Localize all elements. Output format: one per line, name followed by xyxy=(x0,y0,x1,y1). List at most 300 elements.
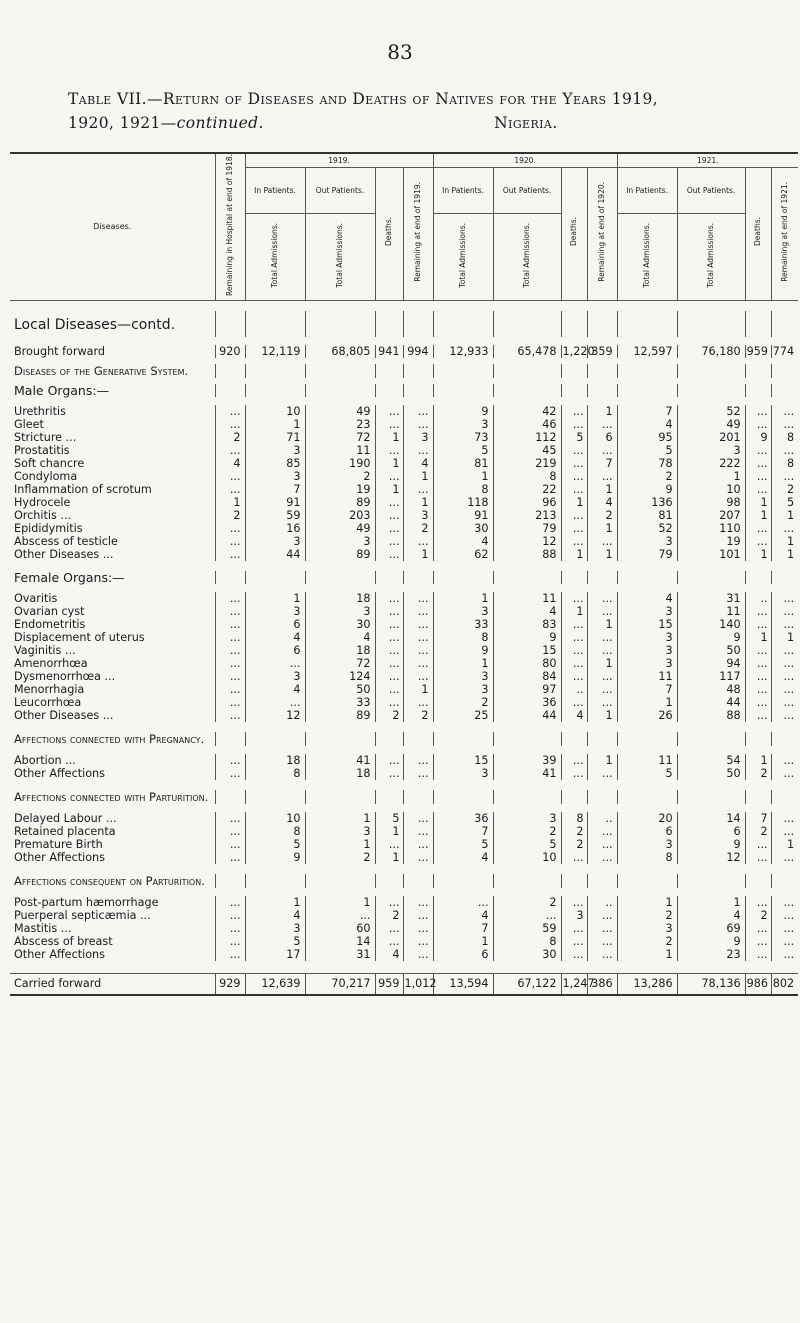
empty-cell xyxy=(617,311,677,337)
header-total-adm-out-1921: Total Admissions. xyxy=(677,213,745,300)
empty-cell xyxy=(587,384,617,397)
value-cell: 59 xyxy=(493,922,561,935)
value-cell: 4 xyxy=(617,592,677,605)
spacer-cell xyxy=(10,804,798,812)
value-cell: 1 xyxy=(587,548,617,561)
value-cell: 1 xyxy=(745,754,771,767)
value-cell: 16 xyxy=(245,522,305,535)
value-cell: 3 xyxy=(433,418,493,431)
value-cell: 5 xyxy=(493,838,561,851)
value-cell: 7 xyxy=(587,457,617,470)
value-cell: ... xyxy=(561,948,587,961)
consequent-row xyxy=(10,935,798,948)
value-cell: ... xyxy=(771,896,798,909)
empty-cell xyxy=(433,311,493,337)
value-cell: ... xyxy=(493,909,561,922)
value-cell: 3 xyxy=(403,431,433,444)
value-cell: ... xyxy=(305,909,375,922)
value-cell: 1 xyxy=(617,696,677,709)
empty-cell xyxy=(771,311,798,337)
value-cell: ... xyxy=(403,948,433,961)
value-cell: 3 xyxy=(245,922,305,935)
disease-name: Abscess of testicle xyxy=(14,534,118,548)
value-cell: 19 xyxy=(677,535,745,548)
value-cell: ... xyxy=(587,535,617,548)
header-rem1920: Remaining at end of 1920. xyxy=(587,168,617,301)
value-cell: .. xyxy=(745,592,771,605)
header-year-1920: 1920. xyxy=(433,153,617,168)
disease-name: Post-partum hæmorrhage xyxy=(14,895,159,909)
empty-cell xyxy=(561,364,587,378)
value-cell: ... xyxy=(561,696,587,709)
spacer-row xyxy=(10,561,798,571)
value-cell: 72 xyxy=(305,657,375,670)
value-cell: 1 xyxy=(587,618,617,631)
value-cell: ... xyxy=(375,418,403,431)
value-cell: ... xyxy=(375,470,403,483)
value-cell: 4 xyxy=(245,631,305,644)
empty-cell xyxy=(677,571,745,584)
value-cell: ... xyxy=(771,935,798,948)
spacer-cell xyxy=(10,561,798,571)
value-cell: 12,933 xyxy=(433,345,493,358)
value-cell: .. xyxy=(561,683,587,696)
value-cell: 1 xyxy=(305,896,375,909)
value-cell: 1 xyxy=(375,431,403,444)
value-cell: ... xyxy=(561,457,587,470)
header-deaths-1921: Deaths. xyxy=(745,168,771,301)
male-row xyxy=(10,405,798,418)
male-row xyxy=(10,535,798,548)
empty-cell xyxy=(403,790,433,804)
consequent-row xyxy=(10,922,798,935)
empty-cell xyxy=(215,571,245,584)
value-cell: 2 xyxy=(617,909,677,922)
value-cell: 7 xyxy=(433,825,493,838)
empty-cell xyxy=(587,364,617,378)
value-cell: 4 xyxy=(215,457,245,470)
value-cell: 1 xyxy=(771,548,798,561)
value-cell: ... xyxy=(771,418,798,431)
value-cell: ... xyxy=(771,767,798,780)
value-cell: 1 xyxy=(245,592,305,605)
value-cell: 2 xyxy=(305,470,375,483)
empty-cell xyxy=(403,311,433,337)
value-cell: ... xyxy=(561,592,587,605)
value-cell: 33 xyxy=(433,618,493,631)
value-cell: 1 xyxy=(561,548,587,561)
value-cell: ... xyxy=(587,909,617,922)
value-cell: ... xyxy=(403,838,433,851)
value-cell: 10 xyxy=(245,812,305,825)
value-cell: ... xyxy=(561,851,587,864)
value-cell: ... xyxy=(403,605,433,618)
value-cell: ... xyxy=(771,522,798,535)
value-cell: 1 xyxy=(403,496,433,509)
value-cell: ... xyxy=(403,825,433,838)
disease-name: Dysmenorrhœa ... xyxy=(14,669,116,683)
value-cell: 89 xyxy=(305,548,375,561)
value-cell: 13,286 xyxy=(617,973,677,995)
value-cell: ... xyxy=(215,851,245,864)
value-cell: 219 xyxy=(493,457,561,470)
value-cell: ... xyxy=(215,709,245,722)
header-in-patients-1921: In Patients. xyxy=(617,168,677,214)
table-title xyxy=(68,87,658,135)
disease-name: Ovarian cyst xyxy=(14,604,85,618)
value-cell: ... xyxy=(375,754,403,767)
parturition-row xyxy=(10,851,798,864)
value-cell: ... xyxy=(587,444,617,457)
spacer-cell xyxy=(10,746,798,754)
value-cell: 5 xyxy=(375,812,403,825)
empty-cell xyxy=(403,874,433,888)
value-cell: 91 xyxy=(433,509,493,522)
empty-cell xyxy=(771,790,798,804)
value-cell: ... xyxy=(745,696,771,709)
empty-cell xyxy=(617,732,677,746)
value-cell: ... xyxy=(771,683,798,696)
value-cell: 3 xyxy=(433,767,493,780)
value-cell: 83 xyxy=(493,618,561,631)
value-cell: 39 xyxy=(493,754,561,767)
value-cell: 18 xyxy=(305,644,375,657)
value-cell: 9 xyxy=(677,935,745,948)
empty-cell xyxy=(493,571,561,584)
empty-cell xyxy=(215,311,245,337)
value-cell: 18 xyxy=(305,592,375,605)
value-cell: 52 xyxy=(677,405,745,418)
disease-name: Orchitis ... xyxy=(14,508,72,522)
value-cell: 33 xyxy=(305,696,375,709)
value-cell: ... xyxy=(215,683,245,696)
empty-cell xyxy=(617,790,677,804)
value-cell: ... xyxy=(587,644,617,657)
value-cell: 67,122 xyxy=(493,973,561,995)
value-cell: 2 xyxy=(617,935,677,948)
value-cell: 1 xyxy=(587,483,617,496)
value-cell: ... xyxy=(403,696,433,709)
value-cell: ... xyxy=(375,935,403,948)
value-cell: ... xyxy=(375,838,403,851)
value-cell: ... xyxy=(375,548,403,561)
empty-cell xyxy=(375,384,403,397)
female-row xyxy=(10,657,798,670)
value-cell: ... xyxy=(771,909,798,922)
value-cell: ... xyxy=(375,496,403,509)
value-cell: 1 xyxy=(745,548,771,561)
value-cell: 3 xyxy=(305,605,375,618)
value-cell: 12,639 xyxy=(245,973,305,995)
value-cell: 3 xyxy=(305,535,375,548)
value-cell: 88 xyxy=(493,548,561,561)
empty-cell xyxy=(375,874,403,888)
value-cell: 1 xyxy=(771,838,798,851)
value-cell: 9 xyxy=(677,631,745,644)
empty-cell xyxy=(215,364,245,378)
value-cell: 5 xyxy=(245,935,305,948)
value-cell: 2 xyxy=(745,825,771,838)
value-cell: ... xyxy=(587,631,617,644)
value-cell: ... xyxy=(215,444,245,457)
value-cell: 20 xyxy=(617,812,677,825)
male-row xyxy=(10,457,798,470)
value-cell: ... xyxy=(587,838,617,851)
value-cell: 42 xyxy=(493,405,561,418)
female-row xyxy=(10,696,798,709)
value-cell: ... xyxy=(375,696,403,709)
value-cell: 2 xyxy=(771,483,798,496)
disease-name: Other Affections xyxy=(14,766,105,780)
value-cell: ... xyxy=(771,444,798,457)
value-cell: ... xyxy=(403,631,433,644)
value-cell: 3 xyxy=(245,444,305,457)
value-cell: 10 xyxy=(245,405,305,418)
value-cell: 2 xyxy=(561,838,587,851)
disease-name: Premature Birth xyxy=(14,837,103,851)
value-cell: ... xyxy=(375,767,403,780)
value-cell: 774 xyxy=(771,345,798,358)
value-cell: 1 xyxy=(561,605,587,618)
value-cell: ... xyxy=(215,754,245,767)
empty-cell xyxy=(617,364,677,378)
header-total-adm-in-1920: Total Admissions. xyxy=(433,213,493,300)
disease-name: Prostatitis xyxy=(14,443,70,457)
empty-cell xyxy=(245,874,305,888)
header-out-patients-1921: Out Patients. xyxy=(677,168,745,214)
value-cell: ... xyxy=(215,644,245,657)
value-cell: 18 xyxy=(305,767,375,780)
value-cell: 4 xyxy=(305,631,375,644)
empty-cell xyxy=(677,311,745,337)
empty-cell xyxy=(771,732,798,746)
value-cell: ... xyxy=(587,922,617,935)
value-cell: 5 xyxy=(617,767,677,780)
empty-cell xyxy=(493,874,561,888)
empty-cell xyxy=(245,790,305,804)
header-year-1921: 1921. xyxy=(617,153,798,168)
consequent-row xyxy=(10,896,798,909)
value-cell: 2 xyxy=(587,509,617,522)
value-cell: ... xyxy=(215,896,245,909)
empty-cell xyxy=(305,311,375,337)
spacer-cell xyxy=(10,337,798,345)
value-cell: ... xyxy=(375,509,403,522)
value-cell: 1 xyxy=(375,483,403,496)
disease-name: Other Diseases ... xyxy=(14,547,114,561)
value-cell: 30 xyxy=(305,618,375,631)
disease-name: Soft chancre xyxy=(14,456,85,470)
value-cell: 386 xyxy=(587,973,617,995)
empty-cell xyxy=(561,311,587,337)
value-cell: 1 xyxy=(587,709,617,722)
value-cell: 94 xyxy=(677,657,745,670)
value-cell: ... xyxy=(215,670,245,683)
value-cell: 13,594 xyxy=(433,973,493,995)
section-local-diseases xyxy=(10,311,798,337)
spacer-cell xyxy=(10,780,798,790)
male-row xyxy=(10,509,798,522)
value-cell: 3 xyxy=(433,605,493,618)
empty-cell xyxy=(493,311,561,337)
value-cell: ... xyxy=(587,592,617,605)
empty-cell xyxy=(745,790,771,804)
value-cell: ... xyxy=(375,896,403,909)
spacer-cell xyxy=(10,722,798,732)
value-cell: 4 xyxy=(245,909,305,922)
disease-name: Inflammation of scrotum xyxy=(14,482,152,496)
section-generative-system xyxy=(10,364,798,378)
value-cell: 3 xyxy=(617,535,677,548)
empty-cell xyxy=(375,571,403,584)
value-cell: 101 xyxy=(677,548,745,561)
value-cell: 98 xyxy=(677,496,745,509)
empty-cell xyxy=(403,571,433,584)
value-cell: 4 xyxy=(493,605,561,618)
empty-cell xyxy=(771,384,798,397)
value-cell: 52 xyxy=(617,522,677,535)
value-cell: 4 xyxy=(433,851,493,864)
disease-name: Displacement of uterus xyxy=(14,630,145,644)
value-cell: ... xyxy=(745,838,771,851)
value-cell: ... xyxy=(745,657,771,670)
value-cell: ... xyxy=(561,670,587,683)
value-cell: 85 xyxy=(245,457,305,470)
header-total-adm-out-1920: Total Admissions. xyxy=(493,213,561,300)
value-cell: ... xyxy=(771,618,798,631)
value-cell: 49 xyxy=(305,522,375,535)
value-cell: 8 xyxy=(493,935,561,948)
value-cell: 4 xyxy=(245,683,305,696)
value-cell: 8 xyxy=(771,431,798,444)
value-cell: ... xyxy=(215,535,245,548)
value-cell: 6 xyxy=(677,825,745,838)
value-cell: 80 xyxy=(493,657,561,670)
value-cell: 68,805 xyxy=(305,345,375,358)
value-cell: ... xyxy=(215,812,245,825)
value-cell: 1 xyxy=(433,935,493,948)
value-cell: 5 xyxy=(245,838,305,851)
value-cell: 49 xyxy=(305,405,375,418)
value-cell: 12 xyxy=(493,535,561,548)
value-cell: 9 xyxy=(433,405,493,418)
value-cell: ... xyxy=(375,670,403,683)
empty-cell xyxy=(375,790,403,804)
value-cell: 95 xyxy=(617,431,677,444)
title-continued: continued. xyxy=(176,114,264,132)
spacer-cell xyxy=(10,584,798,592)
value-cell: 44 xyxy=(245,548,305,561)
value-cell: 1,220 xyxy=(562,344,595,358)
value-cell: 2 xyxy=(617,470,677,483)
value-cell: 89 xyxy=(305,496,375,509)
value-cell: 25 xyxy=(433,709,493,722)
value-cell: ... xyxy=(587,851,617,864)
empty-cell xyxy=(245,364,305,378)
header-out-patients-1919: Out Patients. xyxy=(305,168,375,214)
value-cell: 1 xyxy=(375,825,403,838)
value-cell: ... xyxy=(403,444,433,457)
disease-name: Stricture ... xyxy=(14,430,77,444)
value-cell: ... xyxy=(215,838,245,851)
value-cell: 59 xyxy=(245,509,305,522)
empty-cell xyxy=(771,364,798,378)
value-cell: ... xyxy=(587,670,617,683)
male-row xyxy=(10,418,798,431)
value-cell: 78,136 xyxy=(677,973,745,995)
diseases-table xyxy=(10,152,798,996)
value-cell: 222 xyxy=(677,457,745,470)
value-cell: 1 xyxy=(587,522,617,535)
female-row xyxy=(10,644,798,657)
value-cell: 9 xyxy=(245,851,305,864)
value-cell: 11 xyxy=(617,670,677,683)
value-cell: ... xyxy=(375,592,403,605)
value-cell: 44 xyxy=(677,696,745,709)
value-cell: 81 xyxy=(617,509,677,522)
male-row xyxy=(10,496,798,509)
value-cell: 4 xyxy=(403,457,433,470)
disease-name: Puerperal septicæmia ... xyxy=(14,908,151,922)
spacer-row xyxy=(10,888,798,896)
empty-cell xyxy=(745,384,771,397)
value-cell: 50 xyxy=(677,767,745,780)
value-cell: ... xyxy=(561,935,587,948)
value-cell: 79 xyxy=(493,522,561,535)
parturition-row xyxy=(10,812,798,825)
empty-cell xyxy=(245,311,305,337)
empty-cell xyxy=(745,311,771,337)
value-cell: ... xyxy=(215,696,245,709)
empty-cell xyxy=(745,571,771,584)
value-cell: ... xyxy=(215,948,245,961)
value-cell: ... xyxy=(771,470,798,483)
value-cell: 140 xyxy=(677,618,745,631)
value-cell: ... xyxy=(771,709,798,722)
value-cell: ... xyxy=(403,935,433,948)
empty-cell xyxy=(587,874,617,888)
value-cell: ... xyxy=(215,592,245,605)
spacer-row xyxy=(10,300,798,311)
value-cell: ... xyxy=(745,618,771,631)
value-cell: 7 xyxy=(617,683,677,696)
value-cell: ... xyxy=(403,851,433,864)
value-cell: ... xyxy=(403,657,433,670)
value-cell: 5 xyxy=(617,444,677,457)
empty-cell xyxy=(587,311,617,337)
value-cell: 2 xyxy=(215,509,245,522)
value-cell: ... xyxy=(215,618,245,631)
value-cell: 3 xyxy=(493,812,561,825)
value-cell: ... xyxy=(403,767,433,780)
value-cell: ... xyxy=(403,922,433,935)
value-cell: ... xyxy=(375,631,403,644)
value-cell: ... xyxy=(561,618,587,631)
value-cell: 78 xyxy=(617,457,677,470)
value-cell: ... xyxy=(215,548,245,561)
header-rem1921: Remaining at end of 1921. xyxy=(771,168,798,301)
value-cell: ... xyxy=(375,535,403,548)
value-cell: 2 xyxy=(375,909,403,922)
male-row xyxy=(10,522,798,535)
section-male-organs-label: Male Organs:— xyxy=(14,382,110,398)
value-cell: ... xyxy=(245,657,305,670)
value-cell: 9 xyxy=(433,644,493,657)
empty-cell xyxy=(587,732,617,746)
consequent-row xyxy=(10,909,798,922)
value-cell: 2 xyxy=(745,767,771,780)
empty-cell xyxy=(493,790,561,804)
